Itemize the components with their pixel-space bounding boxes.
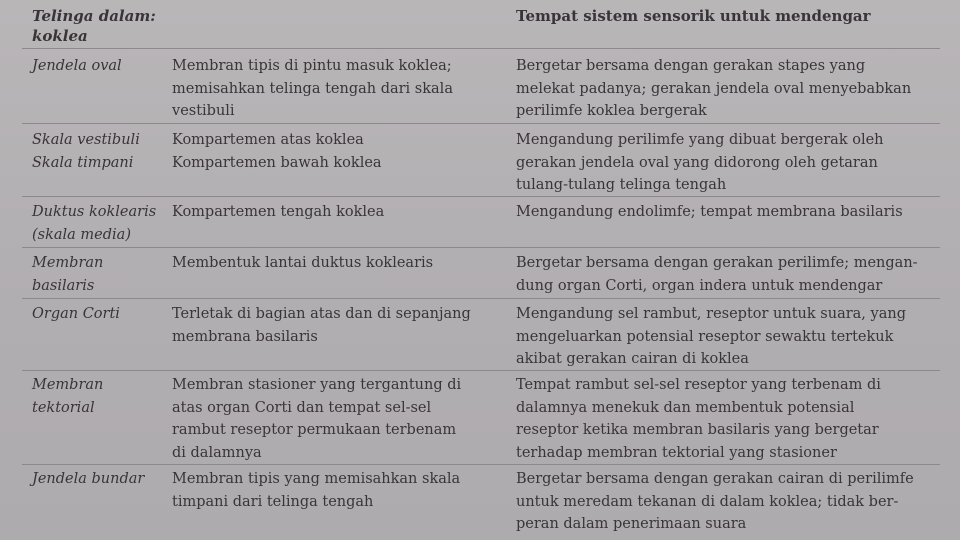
term-cell: Membran tektorial	[32, 377, 104, 416]
description-cell: Kompartemen tengah koklea	[172, 204, 385, 220]
description-cell: Terletak di bagian atas dan di sepanjang membrana basilaris	[172, 306, 471, 345]
description-cell: Kompartemen atas koklea Kompartemen bawah koklea	[172, 132, 382, 171]
function-cell: Bergetar bersama dengan gerakan perilimfe; mengan- dung organ Corti, organ indera untuk mendengar	[516, 255, 918, 294]
description-cell: Membran stasioner yang tergantung di atas organ Corti dan tempat sel-sel rambut reseptor permukaan terbenam di dalamnya	[172, 377, 462, 461]
table-header	[0, 0, 960, 48]
divider	[22, 298, 940, 299]
term-cell: Jendela oval	[32, 58, 122, 74]
header-right: Tempat sistem sensorik untuk mendengar	[516, 7, 871, 25]
function-cell: Mengandung perilimfe yang dibuat bergerak oleh gerakan jendela oval yang didorong oleh getaran tulang-tulang telinga tengah	[516, 132, 884, 193]
term-cell: Jendela bundar	[32, 471, 145, 487]
term-cell: Organ Corti	[32, 306, 120, 322]
divider	[22, 48, 940, 49]
divider	[22, 196, 940, 197]
divider	[22, 247, 940, 248]
function-cell: Bergetar bersama dengan gerakan cairan di perilimfe untuk meredam tekanan di dalam koklea; tidak ber- peran dalam penerimaan suara	[516, 471, 914, 532]
term-cell: Duktus koklearis (skala media)	[32, 204, 157, 243]
function-cell: Mengandung endolimfe; tempat membrana basilaris	[516, 204, 903, 220]
description-cell: Membran tipis di pintu masuk koklea; memisahkan telinga tengah dari skala vestibuli	[172, 58, 453, 119]
divider	[22, 370, 940, 371]
function-cell: Mengandung sel rambut, reseptor untuk suara, yang mengeluarkan potensial reseptor sewaktu tertekuk akibat gerakan cairan di koklea	[516, 306, 906, 367]
header-left: Telinga dalam: koklea	[32, 7, 156, 45]
function-cell: Tempat rambut sel-sel reseptor yang terbenam di dalamnya menekuk dan membentuk potensial reseptor ketika membran basilaris yang bergetar terhadap membran tektorial yang stasioner	[516, 377, 881, 461]
description-cell: Membran tipis yang memisahkan skala timpani dari telinga tengah	[172, 471, 461, 510]
divider	[22, 123, 940, 124]
term-cell: Skala vestibuli Skala timpani	[32, 132, 140, 171]
term-cell: Membran basilaris	[32, 255, 104, 294]
divider	[22, 464, 940, 465]
function-cell: Bergetar bersama dengan gerakan stapes yang melekat padanya; gerakan jendela oval menyebabkan perilimfe koklea bergerak	[516, 58, 912, 119]
description-cell: Membentuk lantai duktus koklearis	[172, 255, 434, 271]
